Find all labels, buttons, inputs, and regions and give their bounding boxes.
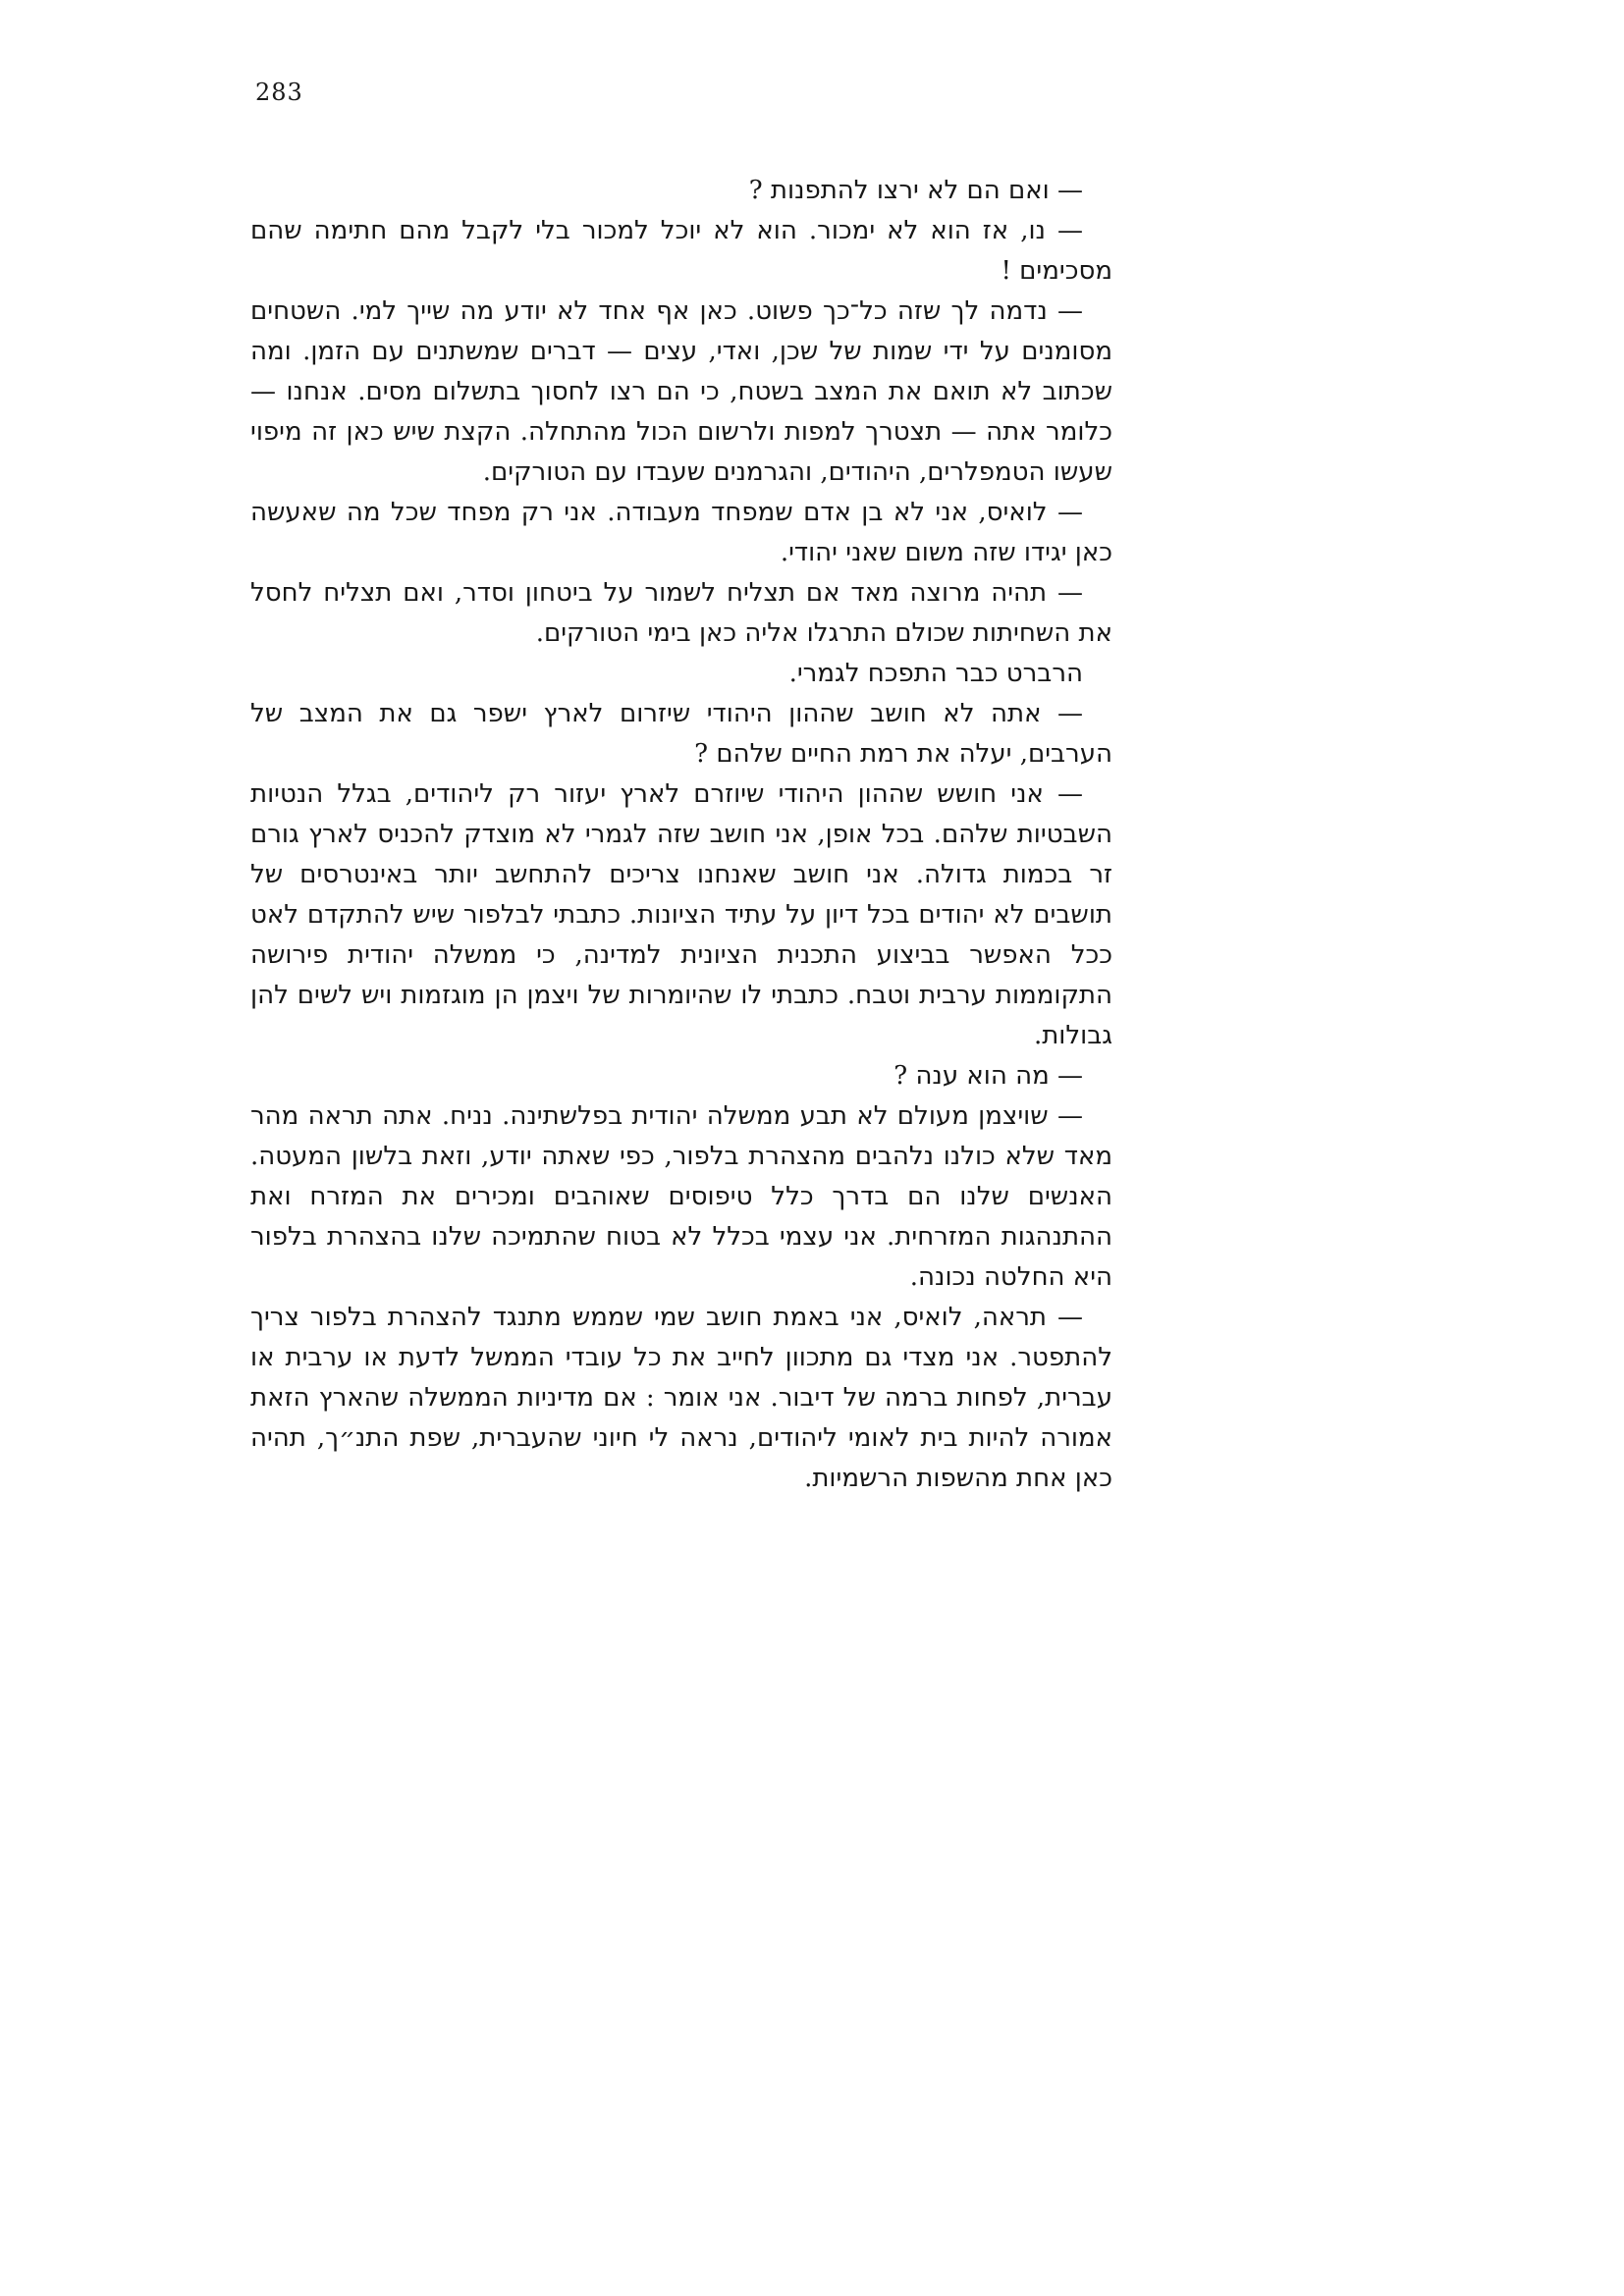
paragraph: הרברט כבר התפכח לגמרי. [788, 659, 1083, 688]
paragraph: — אני חושש שההון היהודי שיוזרם לארץ יעזור רק ליהודים, בגלל הנטיות השבטיות שלהם. בכל אופן, אני חושב שזה לגמרי לא מוצדק להכניס לארץ גורם זר בכמות גדולה. אני חושב שאנחנו צריכים להתחשב יותר באינטרסים של תושבים לא יהודים בכל דיון על עתיד הציונות. כתבתי לבלפור שיש להתקדם לאט ככל האפשר בביצוע התכנית הציונית למדינה, כי ממשלה יהודית פירושה התקוממות ערבית וטבח. כתבתי לו שהיומרות של ויצמן הן מוגזמות ויש לשים להן גבולות. [250, 779, 1113, 1050]
paragraph: — לואיס, אני לא בן אדם שמפחד מעבודה. אני רק מפחד שכל מה שאעשה כאן יגידו שזה משום שאני יהודי. [250, 498, 1112, 567]
paragraph: — תהיה מרוצה מאד אם תצליח לשמור על ביטחון וסדר, ואם תצליח לחסל את השחיתות שכולם התרגלו אליה כאן בימי הטורקים. [250, 578, 1112, 648]
paragraph: — מה הוא ענה ? [893, 1061, 1083, 1091]
paragraph: — נדמה לך שזה כל־כך פשוט. כאן אף אחד לא יודע מה שייך למי. השטחים מסומנים על ידי שמות של שכן, ואדי, עצים — דברים שמשתנים עם הזמן. ומה שכתוב לא תואם את המצב בשטח, כי הם רצו לחסוך בתשלום מסים. אנחנו — כלומר אתה — תצטרך למפות ולרשום הכול מהתחלה. הקצת שיש כאן זה מיפוי שעשו הטמפלרים, היהודים, והגרמנים שעבדו עם הטורקים. [250, 296, 1112, 487]
paragraph: — תראה, לואיס, אני באמת חושב שמי שממש מתנגד להצהרת בלפור צריך להתפטר. אני מצדי גם מתכוון לחייב את כל עובדי הממשל לדעת או ערבית או עברית, לפחות ברמה של דיבור. אני אומר : אם מדיניות הממשלה שהארץ הזאת אמורה להיות בית לאומי ליהודים, נראה לי חיוני שהעברית, שפת התנ״ך, תהיה כאן אחת מהשפות הרשמיות. [250, 1303, 1112, 1493]
paragraph: — שויצמן מעולם לא תבע ממשלה יהודית בפלשתינה. נניח. אתה תראה מהר מאד שלא כולנו נלהבים מהצהרת בלפור, כפי שאתה יודע, וזאת בלשון המעטה. האנשים שלנו הם בדרך כלל טיפוסים שאוהבים ומכירים את המזרח ואת ההתנהגות המזרחית. אני עצמי בכלל לא בטוח שהתמיכה שלנו בהצהרת בלפור היא החלטה נכונה. [250, 1101, 1112, 1292]
body-text [250, 171, 1112, 1499]
paragraph: — נו, אז הוא לא ימכור. הוא לא יוכל למכור בלי לקבל מהם חתימה שהם מסכימים ! [250, 216, 1112, 286]
paragraph: — אתה לא חושב שההון היהודי שיזרום לארץ ישפר גם את המצב של הערבים, יעלה את רמת החיים שלהם ? [250, 699, 1112, 769]
page-number: 283 [255, 79, 303, 106]
paragraph: — ואם הם לא ירצו להתפנות ? [748, 176, 1083, 205]
